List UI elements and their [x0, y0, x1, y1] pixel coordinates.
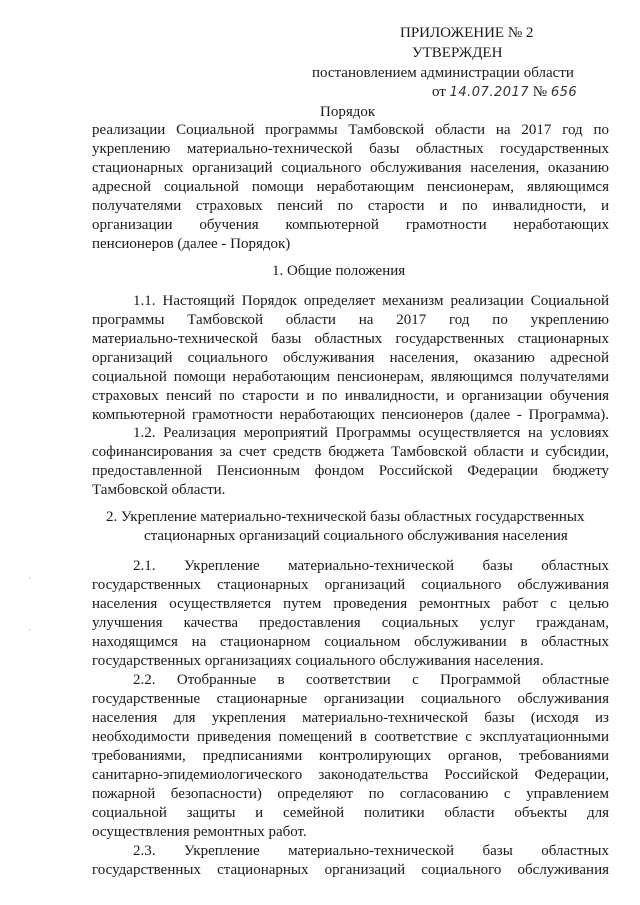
title-line: укреплению материально-технической базы областных государственных [92, 141, 609, 157]
paragraph-line: социальной защиты и семейной политики области объекты для [92, 805, 609, 821]
paragraph-line: программы Тамбовской области на 2017 год по укреплению [92, 312, 609, 328]
paragraph-line: населения осуществляется путем проведения ремонтных работ с целью [92, 596, 609, 612]
paragraph-line: требованиями, предписаниями контролирующих органов, требованиями [92, 748, 609, 764]
title-line: пенсионеров (далее - Порядок) [92, 236, 291, 252]
decree-label: постановлением администрации области [312, 65, 574, 81]
decree-date-line [432, 83, 577, 102]
handwritten-number: 656 [550, 85, 578, 100]
paragraph-line: санитарно-эпидемиологического законодательства Российской Федерации, [92, 767, 609, 783]
paragraph-line: осуществления ремонтных работ. [92, 824, 307, 840]
handwritten-date: 14.07.2017 [449, 85, 530, 100]
paragraph-line: материально-технической базы областных государственных стационарных [92, 331, 609, 347]
title-word: Порядок [320, 104, 376, 120]
paragraph-line: 1.1. Настоящий Порядок определяет механизм реализации Социальной [133, 293, 609, 309]
section-heading: стационарных организаций социального обслуживания населения [144, 528, 568, 544]
paragraph-line: 2.3. Укрепление материально-технической базы областных [133, 843, 609, 859]
scan-speck: · [28, 574, 31, 584]
from-label: от [432, 84, 446, 100]
title-line: адресной социальной помощи неработающим пенсионерам, являющимся [92, 179, 609, 195]
title-line: стационарных организаций социального обслуживания населения, оказанию [92, 160, 609, 176]
appendix-label: ПРИЛОЖЕНИЕ № 2 [400, 25, 534, 41]
title-line: организации обучения компьютерной грамотности неработающих [92, 217, 609, 233]
scan-speck: · [28, 626, 31, 636]
paragraph-line: пожарной безопасности) определяют по согласованию с управлением [92, 786, 609, 802]
paragraph-line: компьютерной грамотности неработающих пенсионеров (далее - Программа). [92, 407, 609, 423]
paragraph-line: необходимости приведения помещений в соответствие с эксплуатационными [92, 729, 609, 745]
paragraph-line: государственные стационарные организации социального обслуживания [92, 691, 609, 707]
section-heading: 1. Общие положения [272, 263, 406, 279]
title-line: реализации Социальной программы Тамбовской области на 2017 год по [92, 122, 609, 138]
approved-label: УТВЕРЖДЕН [412, 45, 503, 61]
paragraph-line: улучшения качества предоставления социальных услуг гражданам, [92, 615, 609, 631]
paragraph-line: социальной помощи неработающим пенсионерам, являющимся получателями [92, 369, 609, 385]
paragraph-line: государственных организациях социального обслуживания населения. [92, 653, 544, 669]
paragraph-line: населения для укрепления материально-технической базы (исходя из [92, 710, 609, 726]
paragraph-line: государственных стационарных организаций социального обслуживания [92, 577, 609, 593]
paragraph-line: 2.1. Укрепление материально-технической базы областных [133, 558, 609, 574]
section-heading: 2. Укрепление материально-технической базы областных государственных [106, 509, 585, 525]
paragraph-line: организаций социального обслуживания населения, оказанию адресной [92, 350, 609, 366]
title-line: получателями страховых пенсий по старости и по инвалидности, и [92, 198, 609, 214]
paragraph-line: софинансирования за счет средств бюджета Тамбовской области и субсидии, [92, 444, 609, 460]
paragraph-line: Тамбовской области. [92, 482, 226, 498]
paragraph-line: государственных стационарных организаций социального обслуживания [92, 862, 609, 878]
paragraph-line: предоставленной Пенсионным фондом Российской Федерации бюджету [92, 463, 609, 479]
paragraph-line: 2.2. Отобранные в соответствии с Программой областные [133, 672, 609, 688]
paragraph-line: находящимся на стационарном социальном обслуживании в областных [92, 634, 609, 650]
number-sign: № [532, 84, 548, 100]
paragraph-line: страховых пенсий по старости и по инвалидности, и организации обучения [92, 388, 609, 404]
paragraph-line: 1.2. Реализация мероприятий Программы осуществляется на условиях [133, 425, 609, 441]
